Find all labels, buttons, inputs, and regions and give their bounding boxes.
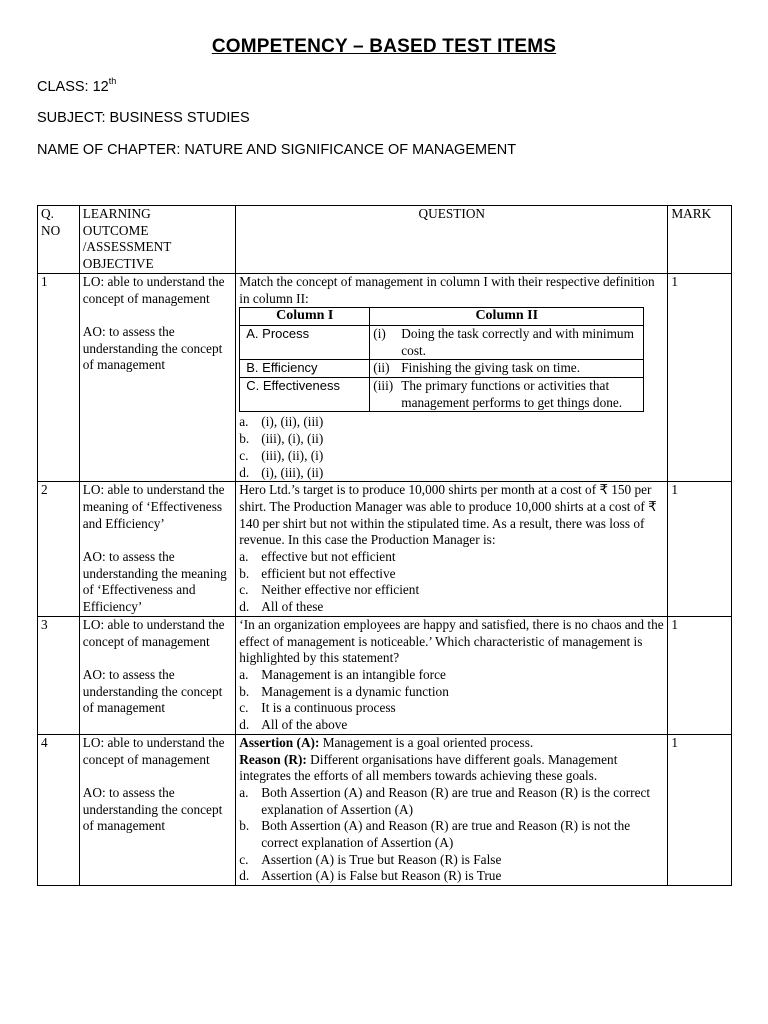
header-lo-line: OBJECTIVE [82, 256, 154, 272]
option-text: All of these [261, 599, 324, 615]
match-roman: (iii) [373, 378, 394, 394]
class-superscript: th [108, 76, 117, 86]
option-text: effective but not efficient [261, 549, 396, 565]
answer-option [239, 549, 664, 566]
assertion-text: Management is a goal oriented process. [319, 734, 534, 750]
question-stem: Match the concept of management in column I with their respective definition in column II: [239, 273, 655, 306]
header-qno-line: Q. [41, 206, 54, 221]
subject-line: SUBJECT: BUSINESS STUDIES [37, 110, 250, 126]
option-text: Management is an intangible force [261, 666, 446, 682]
class-label: CLASS: 12 [37, 79, 109, 95]
option-text: (i), (ii), (iii) [261, 414, 324, 430]
match-table [239, 307, 644, 412]
reason-label: Reason (R): [239, 751, 307, 767]
table-row [38, 482, 732, 617]
header-qno-line: NO [41, 222, 61, 238]
option-key: d. [239, 717, 250, 733]
answer-option [239, 431, 664, 448]
question-stem: Hero Ltd.’s target is to produce 10,000 shirts per month at a cost of ₹ 150 per shirt. The Production Manager was able to produce 10,000 shirts at a cost of ₹ 140 per shirt but not within the stipulated time. As a result, there was loss of revenue. In this case the Production Manager is: [239, 482, 657, 548]
option-text: (iii), (i), (ii) [261, 431, 324, 447]
learning-outcome-cell [79, 273, 236, 481]
column-ii-header: Column II [370, 308, 644, 326]
header-lo-line: OUTCOME [82, 222, 149, 238]
match-header-row [240, 308, 644, 326]
table-row [38, 616, 732, 734]
option-text: efficient but not effective [261, 565, 396, 581]
option-text: All of the above [261, 717, 348, 733]
option-key: a. [239, 414, 249, 430]
question-cell [236, 616, 668, 734]
match-roman: (i) [373, 325, 386, 341]
match-row [240, 378, 644, 412]
learning-outcome-cell [79, 616, 236, 734]
option-key: b. [239, 565, 250, 581]
column-i-header: Column I [240, 308, 370, 326]
class-line [37, 76, 116, 95]
table-header-row [38, 206, 732, 274]
option-text: Both Assertion (A) and Reason (R) are true and Reason (R) is not the correct explanation of Assertion (A) [261, 818, 631, 851]
table-row [38, 273, 732, 481]
assertion-label: Assertion (A): [239, 734, 320, 750]
match-left: B. Efficiency [240, 360, 370, 378]
option-key: c. [239, 851, 249, 867]
reason-text: Different organisations have different goals. Management integrates the efforts of all members towards achieving these goals. [239, 751, 618, 784]
mark-cell: 1 [668, 734, 732, 885]
option-key: d. [239, 599, 250, 615]
learning-outcome-cell [79, 482, 236, 617]
option-key: d. [239, 868, 250, 884]
option-text: Neither effective nor efficient [261, 582, 420, 598]
option-key: c. [239, 447, 249, 463]
answer-option [239, 717, 664, 734]
question-number: 3 [38, 616, 80, 734]
question-stem: ‘In an organization employees are happy and satisfied, there is no chaos and the effect of management is noticeable.’ Which characteristic of management is highlighted by this statement? [239, 616, 664, 666]
answer-option [239, 818, 664, 851]
option-key: a. [239, 784, 249, 800]
match-definition: The primary functions or activities that management performs to get things done. [401, 378, 623, 410]
option-text: Assertion (A) is True but Reason (R) is False [261, 851, 502, 867]
header-lo-line: LEARNING [82, 206, 151, 221]
option-key: d. [239, 464, 250, 480]
match-right [370, 360, 644, 378]
question-number: 2 [38, 482, 80, 617]
assessment-objective: AO: to assess the understanding the meaning of ‘Effectiveness and Efficiency’ [82, 549, 227, 615]
reason-line [239, 752, 664, 785]
match-left: A. Process [240, 325, 370, 359]
answer-option [239, 465, 664, 482]
question-cell [236, 273, 668, 481]
header-lo-line: /ASSESSMENT [82, 239, 172, 255]
answer-option [239, 700, 664, 717]
question-number: 4 [38, 734, 80, 885]
answer-option [239, 785, 664, 818]
header-question: QUESTION [236, 206, 668, 274]
assessment-objective: AO: to assess the understanding the concept of management [82, 784, 223, 834]
header-qno [38, 206, 80, 274]
learning-outcome: LO: able to understand the concept of management [82, 616, 225, 649]
answer-option [239, 852, 664, 869]
mark-cell: 1 [668, 616, 732, 734]
option-text: Assertion (A) is False but Reason (R) is True [261, 868, 502, 884]
option-text: (iii), (ii), (i) [261, 447, 324, 463]
match-right [370, 378, 644, 412]
option-text: Management is a dynamic function [261, 683, 449, 699]
answer-option [239, 566, 664, 583]
option-text: Both Assertion (A) and Reason (R) are true and Reason (R) is the correct explanation of Assertion (A) [261, 784, 651, 817]
questions-table [37, 205, 732, 886]
answer-option [239, 684, 664, 701]
match-right [370, 325, 644, 359]
option-key: a. [239, 666, 249, 682]
option-key: b. [239, 683, 250, 699]
match-left: C. Effectiveness [240, 378, 370, 412]
learning-outcome: LO: able to understand the concept of management [82, 273, 225, 306]
option-text: It is a continuous process [261, 700, 396, 716]
question-cell [236, 482, 668, 617]
option-key: b. [239, 431, 250, 447]
answer-option [239, 448, 664, 465]
option-key: a. [239, 549, 249, 565]
answer-option [239, 582, 664, 599]
mark-cell: 1 [668, 273, 732, 481]
question-number: 1 [38, 273, 80, 481]
match-definition: Finishing the giving task on time. [401, 360, 581, 376]
option-key: c. [239, 700, 249, 716]
answer-option [239, 414, 664, 431]
question-cell [236, 734, 668, 885]
mark-cell: 1 [668, 482, 732, 617]
match-row [240, 360, 644, 378]
learning-outcome: LO: able to understand the concept of management [82, 734, 225, 767]
assertion-line [239, 735, 664, 752]
option-key: b. [239, 818, 250, 834]
answer-option [239, 868, 664, 885]
answer-option [239, 599, 664, 616]
learning-outcome-cell [79, 734, 236, 885]
option-key: c. [239, 582, 249, 598]
answer-option [239, 667, 664, 684]
table-row [38, 734, 732, 885]
page-title: COMPETENCY – BASED TEST ITEMS [211, 36, 557, 57]
header-mark: MARK [668, 206, 732, 274]
assessment-objective: AO: to assess the understanding the concept of management [82, 666, 223, 716]
match-roman: (ii) [373, 360, 390, 376]
assessment-objective: AO: to assess the understanding the concept of management [82, 323, 223, 373]
option-text: (i), (iii), (ii) [261, 464, 324, 480]
learning-outcome: LO: able to understand the meaning of ‘Effectiveness and Efficiency’ [82, 482, 225, 531]
chapter-line: NAME OF CHAPTER: NATURE AND SIGNIFICANCE OF MANAGEMENT [37, 142, 517, 158]
header-learning-outcome [79, 206, 236, 274]
match-row [240, 325, 644, 359]
match-definition: Doing the task correctly and with minimum cost. [401, 325, 634, 358]
